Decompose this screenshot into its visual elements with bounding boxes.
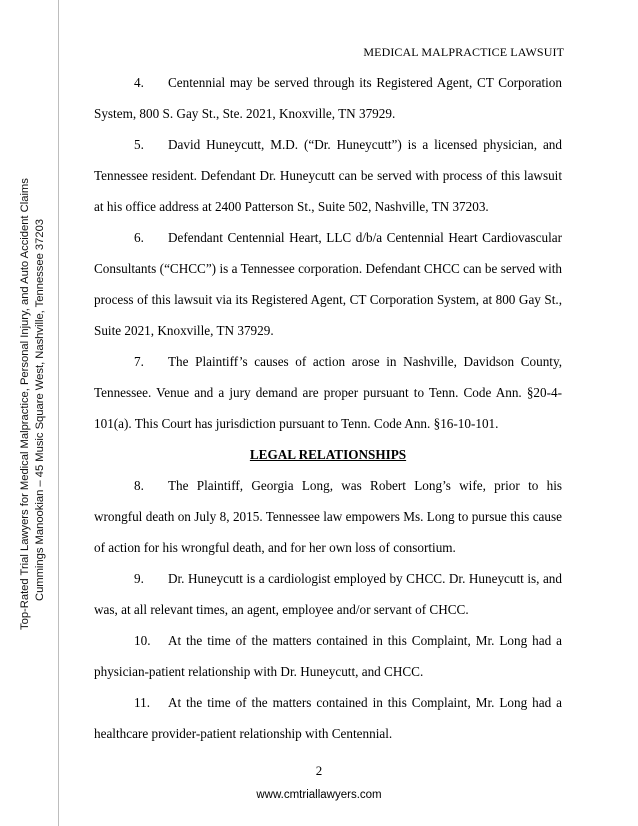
margin-rule <box>58 0 59 826</box>
page-header: MEDICAL MALPRACTICE LAWSUIT <box>363 45 564 59</box>
paragraph-number: 9. <box>134 571 144 586</box>
paragraph <box>94 625 562 687</box>
footer-url[interactable]: www.cmtriallawyers.com <box>256 789 382 801</box>
paragraph-text: The Plaintiff, Georgia Long, was Robert Long’s wife, prior to his wrongful death on July 8, 2015. Tennessee law empowers Ms. Long to pursue this cause of action for his wrongful death, and for her own loss of consortium. <box>94 478 562 555</box>
paragraph-text: Centennial may be served through its Registered Agent, CT Corporation System, 800 S. Gay St., Ste. 2021, Knoxville, TN 37929. <box>94 75 562 121</box>
paragraph <box>94 563 562 625</box>
sidebar-address: Cummings Manookian – 45 Music Square West, Nashville, Tennessee 37203 <box>34 218 46 602</box>
paragraph-text: Dr. Huneycutt is a cardiologist employed by CHCC. Dr. Huneycutt is, and was, at all relevant times, an agent, employee and/or servant of CHCC. <box>94 571 562 617</box>
paragraph-text: At the time of the matters contained in this Complaint, Mr. Long had a healthcare provider-patient relationship with Centennial. <box>94 695 562 741</box>
paragraph-number: 10. <box>134 633 151 648</box>
paragraph-text: The Plaintiff’s causes of action arose in Nashville, Davidson County, Tennessee. Venue and a jury demand are proper pursuant to Tenn. Code Ann. §20-4-101(a). This Court has jurisdiction pursuant to Tenn. Code Ann. §16-10-101. <box>94 354 562 431</box>
sidebar-firm-info <box>18 178 48 630</box>
paragraph-number: 4. <box>134 75 144 90</box>
paragraph <box>94 222 562 346</box>
paragraph <box>94 346 562 439</box>
paragraph-number: 7. <box>134 354 144 369</box>
paragraph-number: 11. <box>134 695 150 710</box>
paragraph <box>94 470 562 563</box>
paragraph-number: 5. <box>134 137 144 152</box>
paragraph-number: 6. <box>134 230 144 245</box>
paragraph <box>94 687 562 749</box>
page-number: 2 <box>315 763 323 778</box>
section-heading: LEGAL RELATIONSHIPS <box>249 447 407 462</box>
paragraph-number: 8. <box>134 478 144 493</box>
sidebar-tagline: Top-Rated Trial Lawyers for Medical Malpractice, Personal Injury, and Auto Accident Claims <box>19 178 31 630</box>
paragraph-text: At the time of the matters contained in this Complaint, Mr. Long had a physician-patient relationship with Dr. Huneycutt, and CHCC. <box>94 633 562 679</box>
paragraph <box>94 67 562 129</box>
paragraph <box>94 129 562 222</box>
document-body <box>94 67 562 749</box>
paragraph-text: David Huneycutt, M.D. (“Dr. Huneycutt”) is a licensed physician, and Tennessee resident. Defendant Dr. Huneycutt can be served with process of this lawsuit at his office address at 2400 Patterson St., Suite 502, Nashville, TN 37203. <box>94 137 562 214</box>
paragraph-text: Defendant Centennial Heart, LLC d/b/a Centennial Heart Cardiovascular Consultants (“CHCC”) is a Tennessee corporation. Defendant CHCC can be served with process of this lawsuit via its Registered Agent, CT Corporation System, at 800 Gay St., Suite 2021, Knoxville, TN 37929. <box>94 230 562 338</box>
